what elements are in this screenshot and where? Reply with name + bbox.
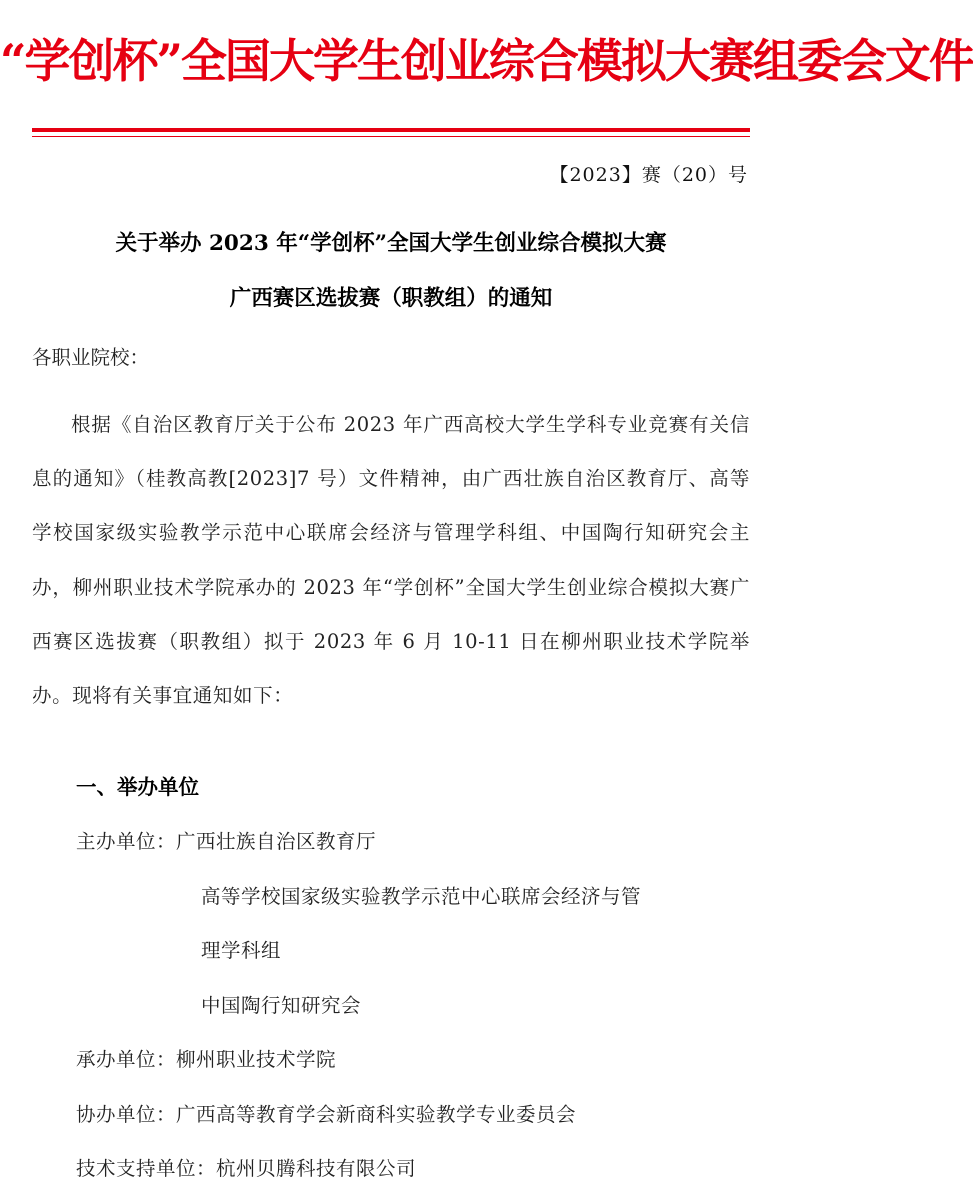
notice-title-line2: 广西赛区选拔赛（职教组）的通知 — [229, 286, 553, 311]
header-rule-thin — [32, 136, 750, 137]
undertaker-line: 承办单位：柳州职业技术学院 — [76, 1048, 337, 1071]
section-heading: 一、举办单位 — [76, 775, 199, 799]
organizer-line: 中国陶行知研究会 — [201, 994, 362, 1017]
notice-title-line1: 关于举办 2023 年“学创杯”全国大学生创业综合模拟大赛 — [115, 231, 667, 256]
document-number: 【2023】赛（20）号 — [549, 164, 748, 186]
organizer-line: 高等学校国家级实验教学示范中心联席会经济与管 — [201, 885, 642, 908]
co-organizer-line: 协办单位：广西高等教育学会新商科实验教学专业委员会 — [76, 1103, 577, 1126]
header-title: “学创杯”全国大学生创业综合模拟大赛组委会文件 — [0, 34, 973, 88]
organizer-line: 理学科组 — [201, 939, 282, 962]
header-rule-thick — [32, 128, 750, 132]
organizer-line: 主办单位：广西壮族自治区教育厅 — [76, 830, 377, 853]
salutation: 各职业院校： — [32, 346, 150, 369]
body-paragraph: 根据《自治区教育厅关于公布 2023 年广西高校大学生学科专业竞赛有关信息的通知》（桂教高教[2023]7 号）文件精神，由广西壮族自治区教育厅、高等学校国家级实验教学示范中心联席会经济与管理学科组、中国陶行知研究会主办，柳州职业技术学院承办的 2023 年“学创杯”全国大学生创业综合模拟大赛广西赛区选拔赛（职教组）拟于 2023 年 6 月 10-11 日在柳州职业技术学院举办。现将有关事宜通知如下： — [32, 413, 750, 708]
tech-support-line: 技术支持单位：杭州贝腾科技有限公司 — [76, 1157, 417, 1180]
